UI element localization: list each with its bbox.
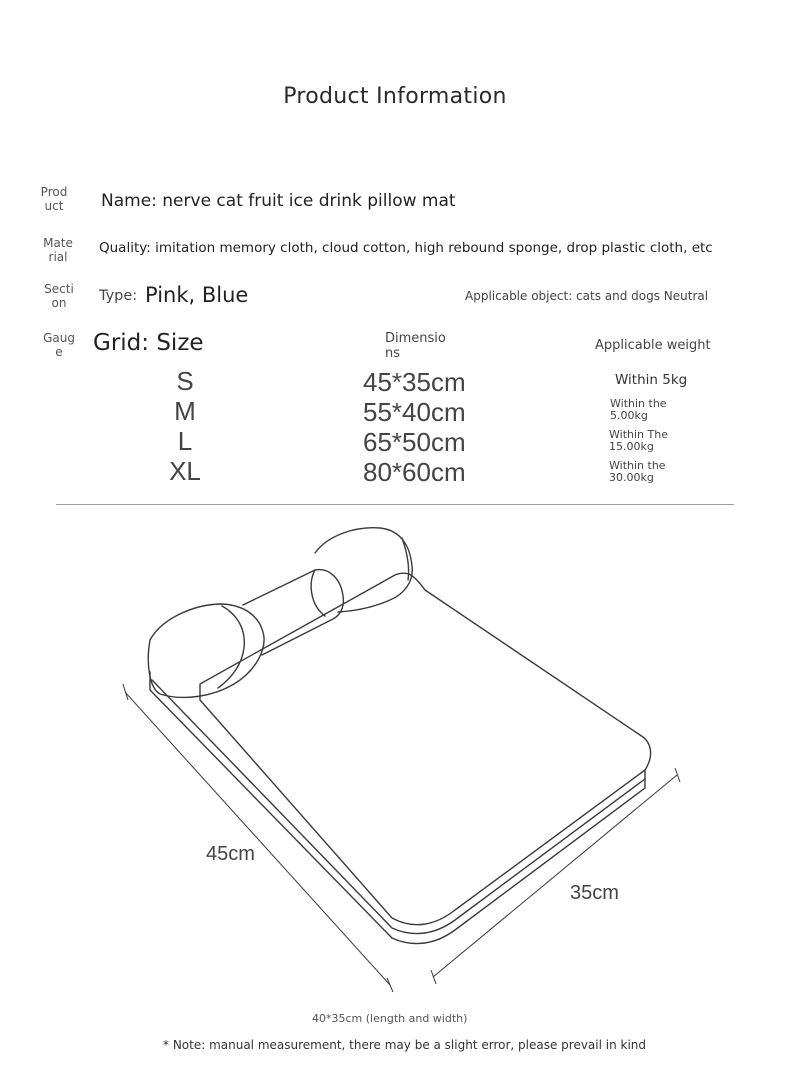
pillow-left xyxy=(148,604,264,697)
size-xl: XL xyxy=(169,456,201,486)
weight-xl-line1: Within the xyxy=(609,459,666,472)
material-quality: Quality: imitation memory cloth, cloud cotton, high rebound sponge, drop plastic cloth, etc xyxy=(99,240,713,256)
dimensions-m: 55*40cm xyxy=(363,397,466,427)
type-prefix: Type: xyxy=(99,288,138,304)
applicable-object: Applicable object: cats and dogs Neutral xyxy=(465,289,709,303)
label-gauge xyxy=(41,331,77,359)
measurement-note: * Note: manual measurement, there may be a slight error, please prevail in kind xyxy=(163,1038,647,1052)
width-label: 35cm xyxy=(570,882,619,904)
label-gauge-line2: e xyxy=(55,345,63,359)
label-section-line1: Secti xyxy=(44,282,74,296)
label-product-line1: Prod xyxy=(40,185,68,199)
divider-line xyxy=(56,504,734,505)
pillow-mat-diagram xyxy=(0,510,790,1010)
label-section xyxy=(41,282,77,310)
length-label: 45cm xyxy=(206,843,255,865)
diagram-caption: 40*35cm (length and width) xyxy=(312,1012,468,1025)
dimensions-header-line2: ns xyxy=(385,346,401,361)
mat-top-outline xyxy=(200,573,651,925)
weight-header: Applicable weight xyxy=(595,338,711,353)
weight-l-line1: Within The xyxy=(609,428,668,441)
weight-l-line2: 15.00kg xyxy=(609,440,654,453)
size-l: L xyxy=(177,426,193,456)
weight-xl-line2: 30.00kg xyxy=(609,471,654,484)
mat-side-left xyxy=(150,672,392,938)
dimensions-header-line1: Dimensio xyxy=(385,331,446,346)
dimensions-l: 65*50cm xyxy=(363,427,466,457)
label-product-line2: uct xyxy=(44,199,64,213)
pillow-roll-end xyxy=(311,570,325,616)
width-dimension-line xyxy=(431,768,680,984)
weight-m-line1: Within the xyxy=(610,397,667,410)
label-section-line2: on xyxy=(51,296,67,310)
label-product xyxy=(36,185,72,213)
label-material-line2: rial xyxy=(48,250,68,264)
label-gauge-line1: Gaug xyxy=(43,331,75,345)
grid-size-label: Grid: Size xyxy=(93,330,204,356)
product-name: Name: nerve cat fruit ice drink pillow mat xyxy=(101,191,456,211)
type-value: Pink, Blue xyxy=(145,283,249,307)
pillow-right xyxy=(315,528,412,612)
dimensions-header xyxy=(385,331,446,361)
size-m: M xyxy=(174,396,196,426)
dimensions-s: 45*35cm xyxy=(363,367,466,397)
length-dimension-line xyxy=(123,684,393,992)
page-title: Product Information xyxy=(283,84,507,109)
weight-m xyxy=(610,398,667,422)
pillow-left-inner xyxy=(218,606,244,688)
weight-xl xyxy=(609,460,666,484)
mat-side-bottom xyxy=(392,770,645,944)
dimensions-xl: 80*60cm xyxy=(363,457,466,487)
weight-s: Within 5kg xyxy=(615,372,688,388)
weight-m-line2: 5.00kg xyxy=(610,409,648,422)
size-s: S xyxy=(176,366,194,396)
label-material-line1: Mate xyxy=(43,236,73,250)
weight-l xyxy=(609,429,668,453)
label-material xyxy=(40,236,76,264)
